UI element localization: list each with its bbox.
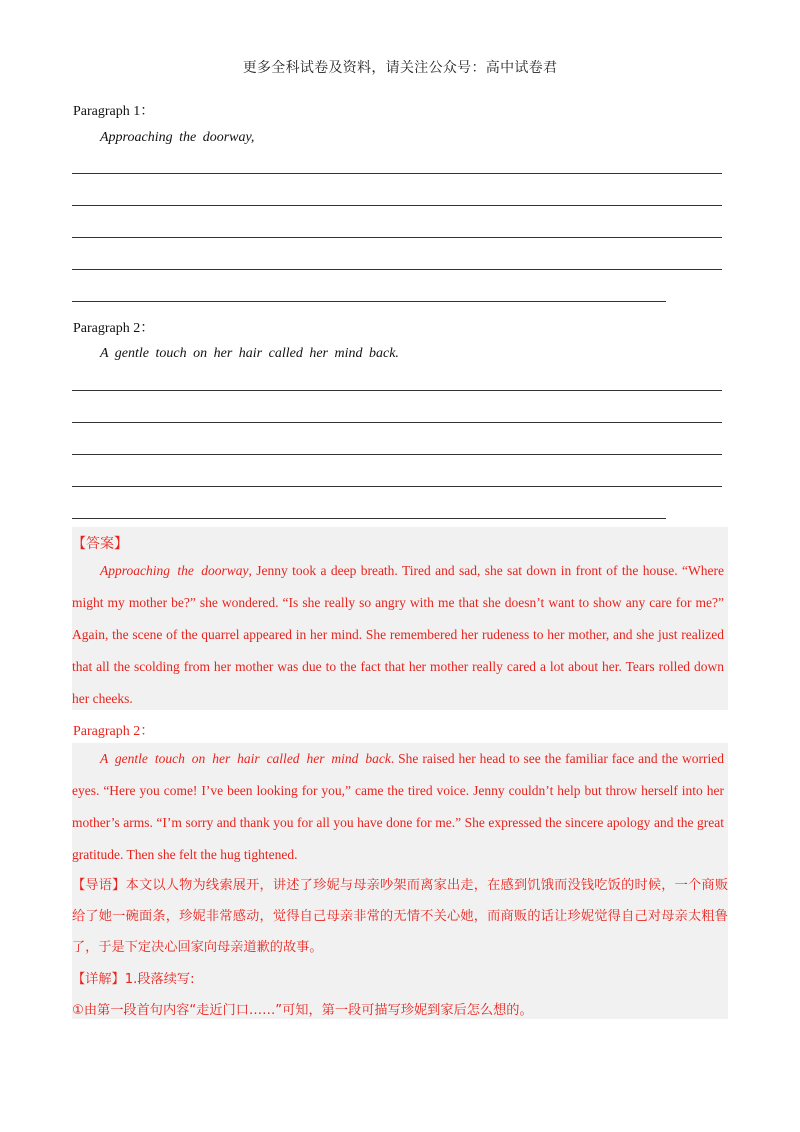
answer-title: 【答案】 xyxy=(72,536,128,552)
detail-heading xyxy=(72,964,728,995)
answer-p2-lead: A gentle touch on her hair called her mind back xyxy=(100,751,391,766)
paragraph1-prompt: Approaching the doorway, xyxy=(100,130,255,145)
guide-title: 【导语】 xyxy=(72,878,126,893)
answer-paragraph-2 xyxy=(72,743,724,871)
detail-item-1: ①由第一段首句内容“走近门口……”可知，第一段可描写珍妮到家后怎么想的。 xyxy=(72,1003,533,1018)
writing-line xyxy=(72,486,722,487)
paragraph2-prompt: A gentle touch on her hair called her mind back. xyxy=(100,346,399,361)
detail-title: 【详解】 xyxy=(72,972,125,987)
writing-line xyxy=(72,422,722,423)
writing-line xyxy=(72,237,722,238)
writing-line xyxy=(72,301,666,302)
answer-p1-text: , Jenny took a deep breath. Tired and sad, she sat down in front of the house. “Where might my mother be?” she wondered. “Is she really so angry with me that she doesn’t want to show any care for me?” Again, the scene of the quarrel appeared in her mind. She remembered her rudeness to her mother, and she just realized that all the scolding from her mother was due to the fact that her mother really cared a lot about her. Tears rolled down her cheeks. xyxy=(72,563,724,706)
paragraph1-label: Paragraph 1： xyxy=(73,104,155,119)
answer-p2-text: . She raised her head to see the familiar face and the worried eyes. “Here you come! I’ve been looking for you,” came the tired voice. Jenny couldn’t help but throw herself into her mother’s arms. “I’m sorry and thank you for all you have done for me.” She expressed the sincere apology and the great gratitude. Then she felt the hug tightened. xyxy=(72,751,725,862)
writing-line xyxy=(72,205,722,206)
answer-paragraph-1 xyxy=(72,555,724,715)
guide-text: 本文以人物为线索展开，讲述了珍妮与母亲吵架而离家出走，在感到饥饿而没钱吃饭的时候，一个商贩给了她一碗面条，珍妮非常感动，觉得自己母亲非常的无情不关心她，而商贩的话让珍妮觉得自己对母亲太粗鲁了，于是下定决心回家向母亲道歉的故事。 xyxy=(72,878,729,955)
detail-heading-text: 1.段落续写: xyxy=(124,972,195,987)
page-header: 更多全科试卷及资料，请关注公众号：高中试卷君 xyxy=(242,60,558,76)
writing-line xyxy=(72,454,722,455)
writing-line xyxy=(72,518,666,519)
writing-line xyxy=(72,390,722,391)
answer-p1-lead: Approaching the doorway xyxy=(100,563,249,578)
writing-line xyxy=(72,269,722,270)
answer-paragraph2-label: Paragraph 2： xyxy=(73,724,155,739)
writing-line xyxy=(72,173,722,174)
guide-paragraph xyxy=(72,870,728,963)
paragraph2-label: Paragraph 2： xyxy=(73,321,155,336)
